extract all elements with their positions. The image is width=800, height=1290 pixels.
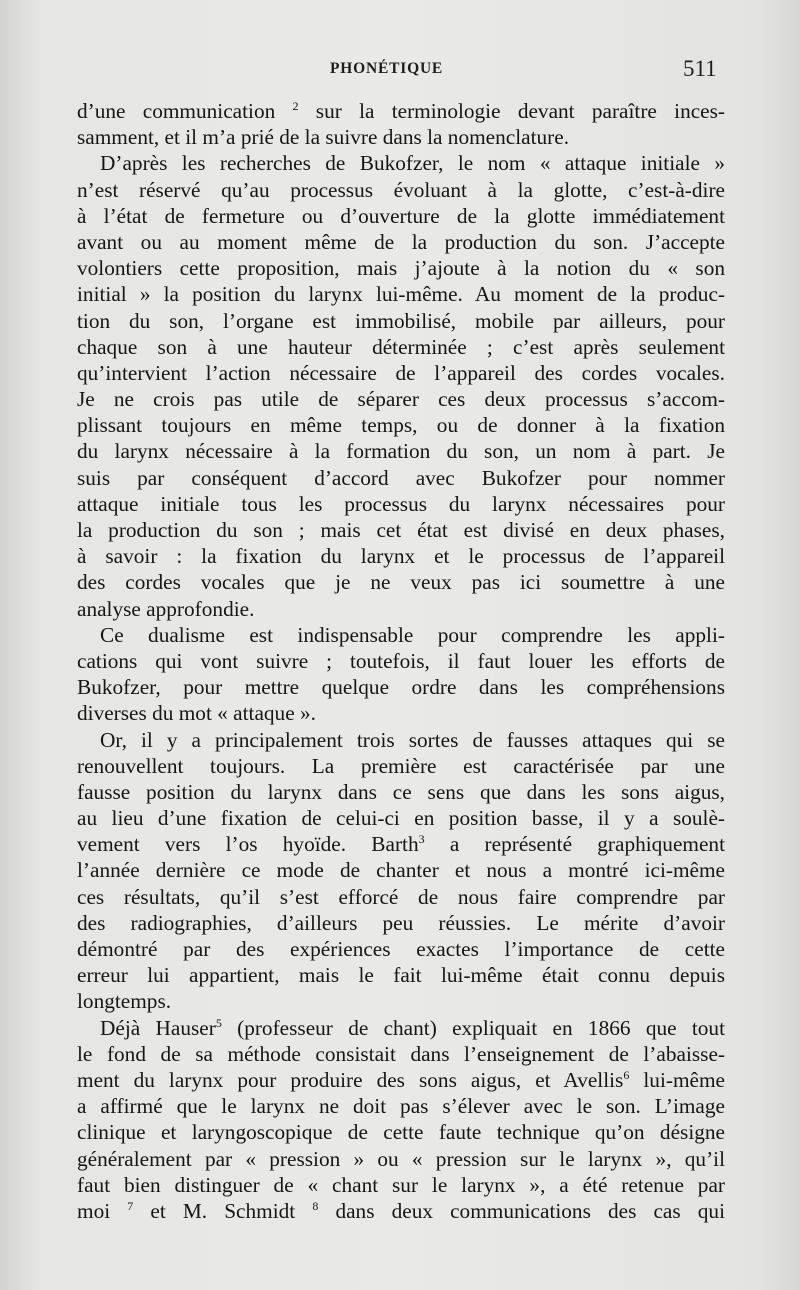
text-line: Je ne crois pas utile de séparer ces deux processus s’accom- [77, 387, 725, 412]
text-line: fausse position du larynx dans ce sens que dans les sons aigus, [77, 779, 725, 804]
text-line: diverses du mot « attaque ». [77, 701, 316, 726]
text-line: du larynx nécessaire à la formation du son, un nom à part. Je [77, 439, 725, 464]
text-line: cations qui vont suivre ; toutefois, il faut louer les efforts de [77, 648, 725, 673]
text-line: erreur lui appartient, mais le fait lui-même était connu depuis [77, 963, 725, 988]
text-line: tion du son, l’organe est immobilisé, mobile par ailleurs, pour [77, 308, 725, 333]
text-line: plissant toujours en même temps, ou de donner à la fixation [77, 413, 725, 438]
page-number: 511 [683, 56, 717, 81]
text-line: suis par conséquent d’accord avec Bukofzer pour nommer [77, 465, 725, 490]
body-text [77, 98, 725, 1224]
text-line: Bukofzer, pour mettre quelque ordre dans les compréhensions [77, 675, 725, 700]
text-line: des radiographies, d’ailleurs peu réussies. Le mérite d’avoir [77, 910, 725, 935]
text-line: d’une communication $^2$ sur la terminologie devant paraître inces- [77, 99, 725, 123]
text-line: longtemps. [77, 989, 172, 1014]
footnote-ref: 2 [292, 99, 299, 113]
text-line: moi $^7$ et M. Schmidt $^8$ dans deux communications des cas qui [77, 1198, 725, 1223]
text-line: avant ou au moment même de la production du son. J’accepte [77, 229, 725, 254]
footnote-ref: 3 [418, 832, 425, 847]
text-line: vement vers l’os hyoïde. Barth$^3$ a représenté graphiquement [77, 832, 725, 857]
text-line: à l’état de fermeture ou d’ouverture de la glotte immédiatement [77, 203, 725, 228]
footnote-ref: 6 [623, 1067, 630, 1082]
text-line: généralement par « pression » ou « pression sur le larynx », qu’il [77, 1146, 725, 1171]
text-line: ment du larynx pour produire des sons aigus, et Avellis$^6$ lui-même [77, 1067, 725, 1092]
text-line: au lieu d’une fixation de celui-ci en position basse, il y a soulè- [77, 806, 725, 831]
text-line: a affirmé que le larynx ne doit pas s’élever avec le son. L’image [77, 1094, 725, 1119]
text-line: Déjà Hauser$^5$ (professeur de chant) expliquait en 1866 que tout [100, 1015, 725, 1040]
text-line: qu’intervient l’action nécessaire de l’appareil des cordes vocales. [77, 360, 725, 385]
text-line: Or, il y a principalement trois sortes de fausses attaques qui se [100, 727, 725, 752]
text-line: faut bien distinguer de « chant sur le larynx », a été retenue par [77, 1172, 725, 1197]
text-line: initial » la position du larynx lui-même. Au moment de la produc- [77, 282, 725, 307]
running-title: PHONÉTIQUE [330, 60, 444, 77]
text-line: ces résultats, qu’il s’est efforcé de nous faire comprendre par [77, 884, 725, 909]
footnote-ref: 8 [312, 1198, 319, 1213]
text-line: n’est réservé qu’au processus évoluant à la glotte, c’est-à-dire [77, 177, 725, 202]
text-line: le fond de sa méthode consistait dans l’enseignement de l’abaisse- [77, 1041, 725, 1066]
footnote-ref: 5 [215, 1015, 222, 1030]
text-line: Ce dualisme est indispensable pour comprendre les appli- [100, 622, 725, 647]
text-line: analyse approfondie. [77, 596, 255, 621]
text-line: chaque son à une hauteur déterminée ; c’est après seulement [77, 334, 725, 359]
text-line: des cordes vocales que je ne veux pas ici soumettre à une [77, 570, 725, 595]
text-line: démontré par des expériences exactes l’importance de cette [77, 937, 725, 961]
text-line: attaque initiale tous les processus du larynx nécessaires pour [77, 491, 725, 516]
text-line: la production du son ; mais cet état est divisé en deux phases, [77, 518, 725, 542]
text-line: clinique et laryngoscopique de cette faute technique qu’on désigne [77, 1120, 725, 1145]
footnote-ref: 7 [127, 1198, 134, 1213]
text-line: volontiers cette proposition, mais j’ajoute à la notion du « son [77, 256, 725, 281]
text-line: l’année dernière ce mode de chanter et nous a montré ici-même [77, 858, 725, 883]
text-line: D’après les recherches de Bukofzer, le nom « attaque initiale » [100, 151, 725, 176]
text-line: samment, et il m’a prié de la suivre dans la nomenclature. [77, 125, 570, 150]
text-line: renouvellent toujours. La première est caractérisée par une [77, 753, 725, 778]
text-line: à savoir : la fixation du larynx et le processus de l’appareil [77, 544, 725, 569]
